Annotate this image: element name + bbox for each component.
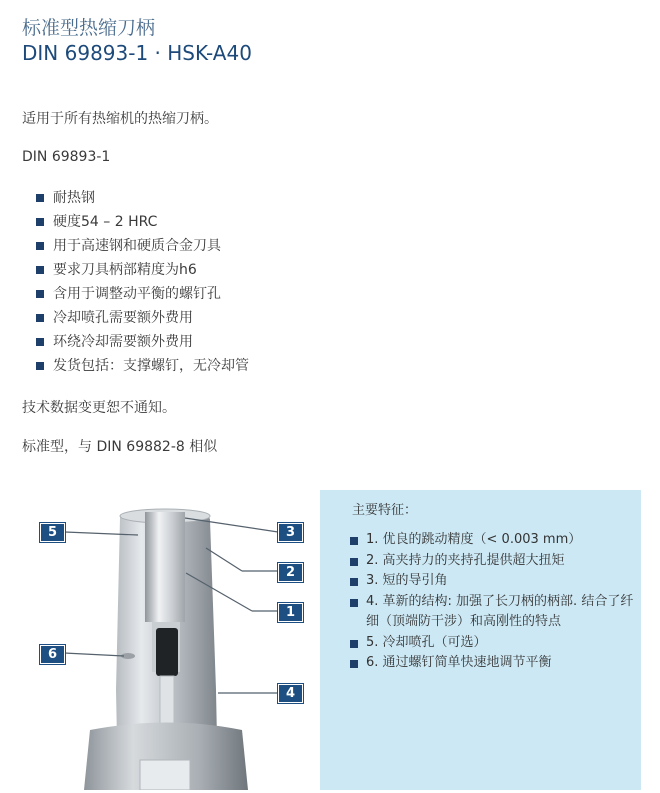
spec-item: 环绕冷却需要额外费用 xyxy=(36,331,249,355)
spec-item: 含用于调整动平衡的螺钉孔 xyxy=(36,283,249,307)
features-panel xyxy=(320,490,641,790)
page-title: 标准型热缩刀柄 xyxy=(22,17,156,39)
holder-bore xyxy=(145,512,185,622)
callout-label-5: 5 xyxy=(40,523,65,542)
spec-list xyxy=(36,187,249,379)
callout-label-1: 1 xyxy=(278,603,303,622)
notice-text: 技术数据变更恕不通知。 xyxy=(22,400,176,416)
page-subtitle: DIN 69893-1 · HSK-A40 xyxy=(22,41,252,65)
standard-text: DIN 69893-1 xyxy=(22,149,111,165)
similar-text: 标准型，与 DIN 69882-8 相似 xyxy=(22,439,218,455)
balance-screw xyxy=(156,628,178,676)
spec-item: 用于高速钢和硬质合金刀具 xyxy=(36,235,249,259)
tool-holder-illustration xyxy=(20,490,320,790)
intro-text: 适用于所有热缩机的热缩刀柄。 xyxy=(22,111,218,127)
spec-item: 冷却喷孔需要额外费用 xyxy=(36,307,249,331)
feature-figure xyxy=(20,490,641,790)
feature-item: 4. 革新的结构: 加强了长刀柄的柄部. 结合了纤细（顶端防干涉）和高刚性的特点 xyxy=(350,592,635,633)
holder-taper xyxy=(140,760,190,790)
feature-item: 1. 优良的跳动精度（< 0.003 mm） xyxy=(350,530,635,551)
feature-item: 6. 通过螺钉简单快速地调节平衡 xyxy=(350,653,635,674)
features-list xyxy=(350,530,635,674)
features-title: 主要特征： xyxy=(352,503,418,518)
feature-item: 2. 高夹持力的夹持孔提供超大扭矩 xyxy=(350,551,635,572)
callout-label-6: 6 xyxy=(40,645,65,664)
callout-label-2: 2 xyxy=(278,563,303,582)
spec-item: 耐热钢 xyxy=(36,187,249,211)
feature-item: 5. 冷却喷孔（可选） xyxy=(350,633,635,654)
spec-item: 发货包括：支撑螺钉，无冷却管 xyxy=(36,355,249,379)
callout-label-4: 4 xyxy=(278,684,303,703)
callout-label-3: 3 xyxy=(278,523,303,542)
feature-item: 3. 短的导引角 xyxy=(350,571,635,592)
tool-holder-drawing xyxy=(20,490,320,790)
spec-item: 硬度54 – 2 HRC xyxy=(36,211,249,235)
spec-item: 要求刀具柄部精度为h6 xyxy=(36,259,249,283)
